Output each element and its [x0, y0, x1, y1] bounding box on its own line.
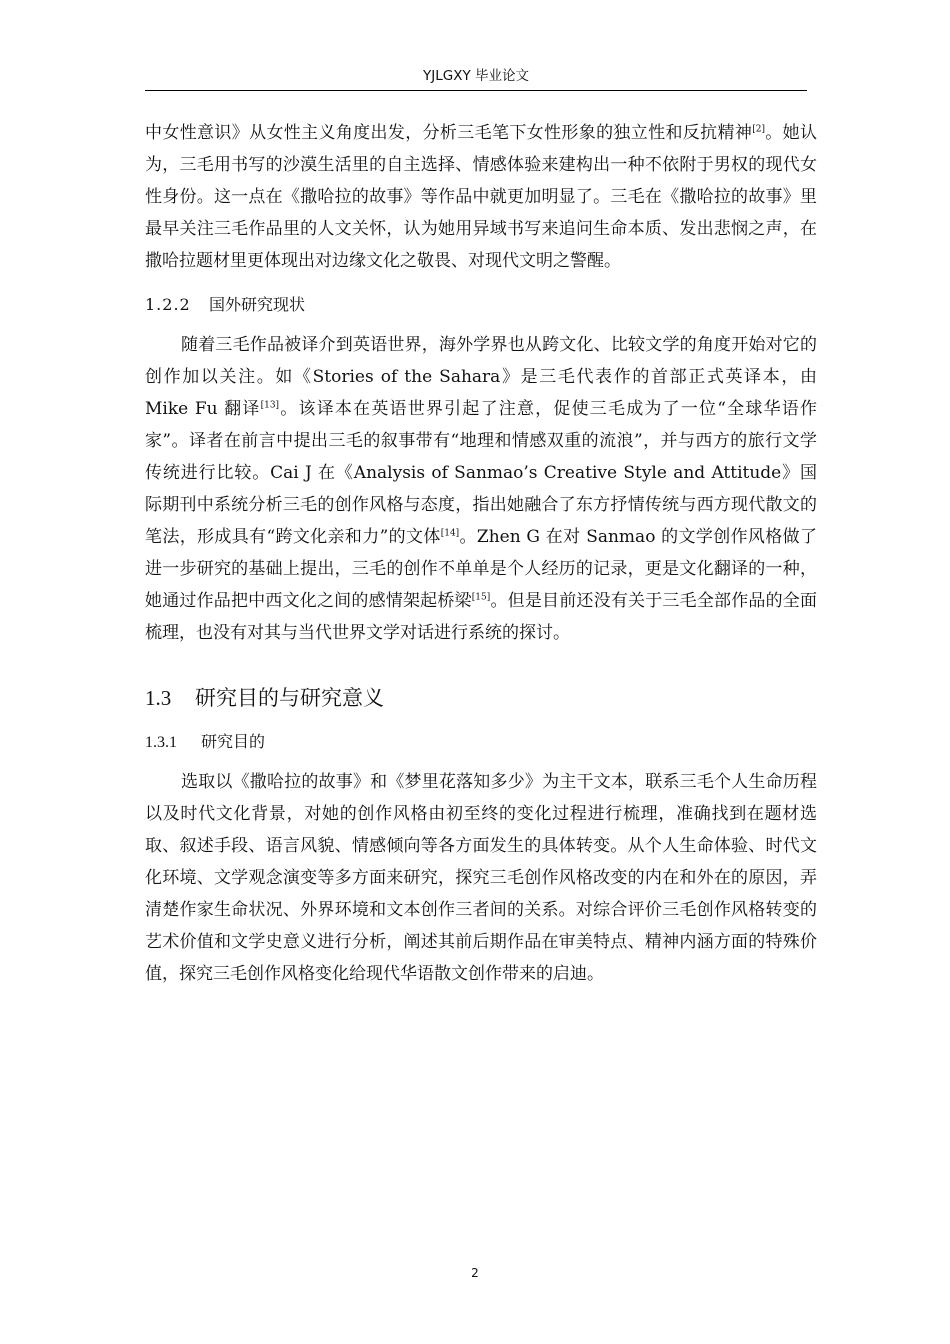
citation-15: [15] — [471, 592, 491, 603]
citation-2: [2] — [752, 124, 765, 135]
page-footer — [0, 1266, 950, 1280]
heading-1-3-1-number: 1.3.1 — [145, 734, 177, 751]
paragraph-1-text-b: 。她认为，三毛用书写的沙漠生活里的自主选择、情感体验来建构出一种不依附于男权的现代女性身份。这一点在《撒哈拉的故事》等作品中就更加明显了。三毛在《撒哈拉的故事》里最早关注三毛作品里的人文关怀，认为她用异域书写来追问生命本质、发出悲悯之声，在撒哈拉题材里更体现出对边缘文化之敬畏、对现代文明之警醒。 — [145, 123, 817, 271]
heading-1-2-2 — [145, 291, 817, 319]
header-title: YJLGXY 毕业论文 — [423, 68, 529, 84]
paragraph-2-text-d: 。但是目前还没有关于三毛全部作品的全面梳理，也没有对其与当代世界文学对话进行系统的探讨。 — [145, 591, 818, 643]
paragraph-2-text-b: 。该译本在英语世界引起了注意，促使三毛成为了一位“全球华语作家”。译者在前言中提出三毛的叙事带有“地理和情感双重的流浪”，并与西方的旅行文学传统进行比较。Cai J 在《Analysis of Sanmao’s Creative Style and Attitude》国际期刊中系统分析三毛的创作风格与态度，指出她融合了东方抒情传统与西方现代散文的笔法，形成具有“跨文化亲和力”的文体 — [145, 399, 817, 547]
heading-1-3-1-title: 研究目的 — [201, 732, 266, 751]
paragraph-3: 选取以《撒哈拉的故事》和《梦里花落知多少》为主干文本，联系三毛个人生命历程以及时代文化背景，对她的创作风格由初至终的变化过程进行梳理，准确找到在题材选取、叙述手段、语言风貌、情感倾向等各方面发生的具体转变。从个人生命体验、时代文化环境、文学观念演变等多方面来研究，探究三毛创作风格改变的内在和外在的原因，弄清楚作家生命状况、外界环境和文本创作三者间的关系。对综合评价三毛创作风格转变的艺术价值和文学史意义进行分析，阐述其前后期作品在审美特点、精神内涵方面的特殊价值，探究三毛创作风格变化给现代华语散文创作带来的启迪。 — [145, 772, 817, 984]
citation-13: [13] — [260, 400, 280, 411]
page-body — [145, 117, 817, 990]
paragraph-1 — [145, 117, 817, 277]
page-number: 2 — [471, 1266, 479, 1280]
running-header — [145, 64, 807, 91]
heading-1-3-title: 研究目的与研究意义 — [195, 686, 384, 710]
heading-1-2-2-title: 国外研究现状 — [209, 295, 306, 314]
paragraph-2-text-c: 。Zhen G 在对 Sanmao 的文学创作风格做了进一步研究的基础上提出，三毛的创作不单单是个人经历的记录，更是文化翻译的一种，她通过作品把中西文化之间的感情架起桥梁 — [145, 527, 817, 611]
citation-14: [14] — [440, 528, 460, 539]
heading-1-3-1 — [145, 729, 817, 756]
heading-1-2-2-number: 1.2.2 — [145, 295, 191, 314]
paragraph-1-text-a: 中女性意识》从女性主义角度出发，分析三毛笔下女性形象的独立性和反抗精神 — [145, 123, 753, 143]
paragraph-2-text-a: 随着三毛作品被译介到英语世界，海外学界也从跨文化、比较文学的角度开始对它的创作加以关注。如《Stories of the Sahara》是三毛代表作的首部正式英译本，由 Mike Fu 翻译 — [145, 335, 817, 419]
heading-1-3-number: 1.3 — [145, 686, 172, 710]
paragraph-2 — [145, 329, 817, 649]
heading-1-3 — [145, 683, 817, 713]
